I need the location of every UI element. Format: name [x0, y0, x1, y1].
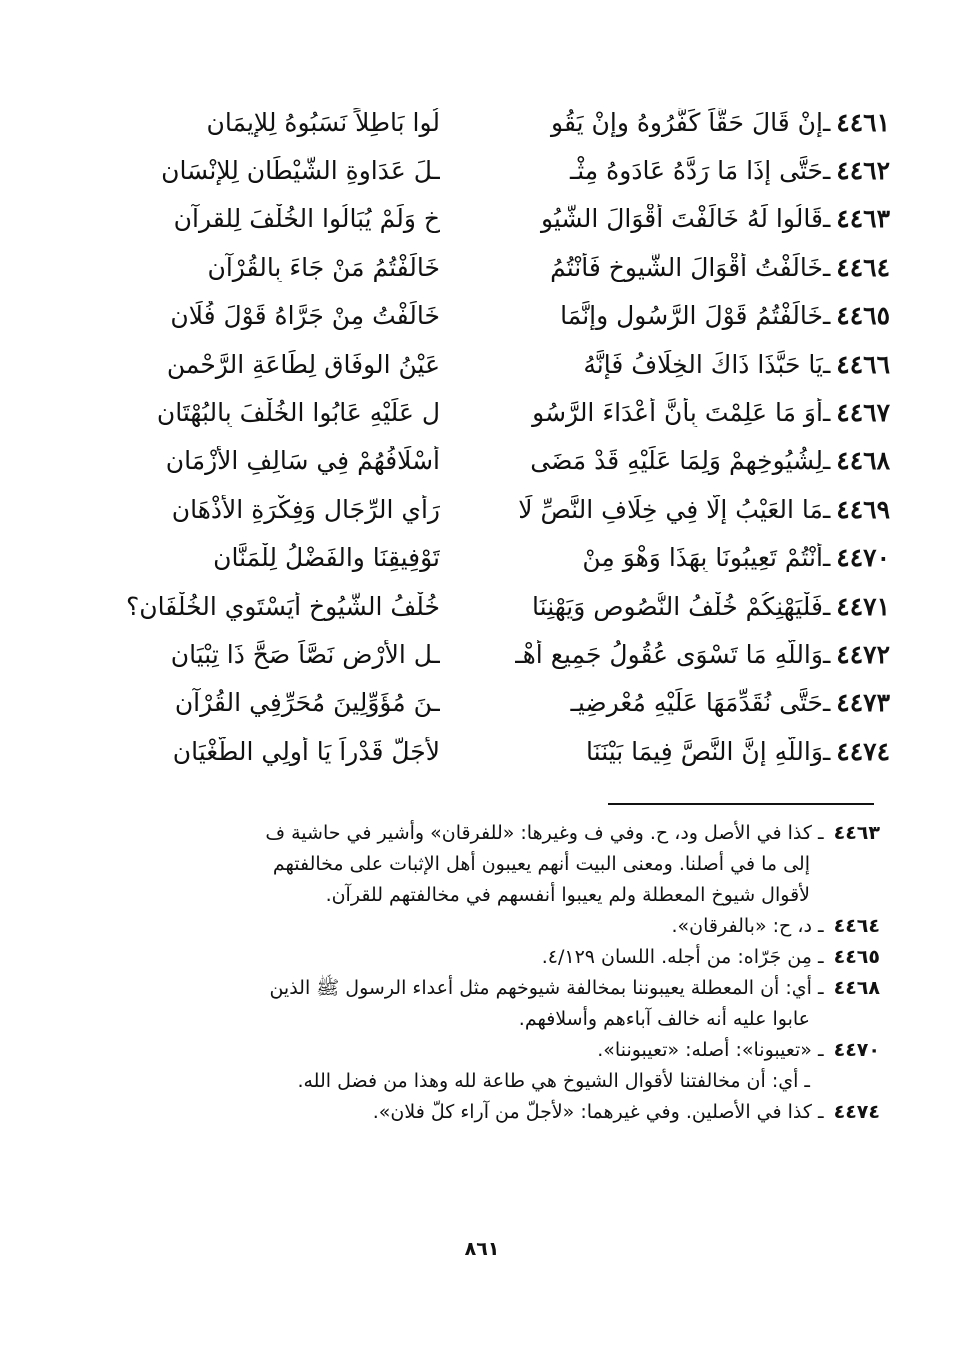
first-hemistich [490, 592, 890, 621]
first-hemistich-text: وَاللّهِ مَا تَسْوَى عُقُولُ جَمِيعِ أهْـ [515, 639, 823, 669]
footnote-number: ٤٤٧٤ [833, 1101, 880, 1123]
verse-line [60, 485, 890, 533]
verse-number: ٤٤٧٠ [836, 543, 890, 573]
dash: ـ [822, 639, 831, 669]
second-hemistich: خَالَفْتُ مِنْ جَرَّاهُ قَوْلَ فُلَانِ [170, 301, 440, 331]
first-hemistich [490, 737, 890, 766]
first-hemistich-text: أنْتُمْ تَعِيبُونَا بِهَذَا وَهْوَ مِنْ [582, 543, 823, 573]
first-hemistich-text: قَالُوا لَهُ خَالَفْتَ أقْوَالَ الشُّيُو [540, 204, 823, 234]
first-hemistich-text: وَاللّهِ إنَّ النَّصَّ فِيمَا بَيْنَنَا [586, 736, 823, 766]
footnote-text: كذا في الأصل ود، ح. وفي ف وغيرها: «للفرقان» وأشير في حاشية ف [265, 822, 812, 844]
footnote-number: ٤٤٦٥ [833, 946, 880, 968]
verse-number: ٤٤٧١ [836, 591, 890, 621]
second-hemistich: ـلِ الأرْضِ نَصَّاً صَحَّ ذَا تِبْيَانِ [170, 639, 440, 669]
footnotes [80, 818, 880, 1128]
first-hemistich [490, 446, 890, 475]
footnote [80, 1035, 880, 1066]
second-hemistich: لأجَلُّ قَدْراً يَا أولِي الطُّغْيَانِ [172, 736, 440, 766]
footnote-text: مِن جَرّاه: من أجله. اللسان ٤/١٢٩. [541, 946, 812, 968]
first-hemistich-text: لِشُيُوخِهِمْ وَلِمَا عَلَيْهِ قَدْ مَضَى [530, 446, 823, 476]
dash: ـ [822, 301, 831, 331]
verse-line [60, 437, 890, 485]
verse-line [60, 195, 890, 243]
verse-number: ٤٤٦٧ [836, 398, 890, 428]
dash: ـ [817, 946, 824, 968]
second-hemistich: ـنَ مُؤَوِّلِينَ مُحَرِّفِي القُرْآنِ [174, 688, 440, 718]
dash: ـ [822, 591, 831, 621]
first-hemistich-text: فَلْيَهْنِكُمْ خُلْفُ النُّصُوصِ وَيَهْنِنَا [532, 591, 823, 621]
first-hemistich [490, 156, 890, 185]
verse-number: ٤٤٦٢ [836, 156, 890, 186]
verse-number: ٤٤٦٥ [836, 301, 890, 331]
first-hemistich [490, 543, 890, 572]
second-hemistich: خِ وَلَمْ يُبَالُوا الخُلْفَ لِلقرآنِ [173, 204, 440, 234]
footnote-continuation: إلى ما في أصلنا. ومعنى البيت أنهم يعيبون أهل الإثبات على مخالفتهم [272, 853, 810, 875]
verse-number: ٤٤٧٤ [836, 736, 890, 766]
second-hemistich: تَوْفِيقِنَا والفَضْلُ لِلْمَنَّانِ [213, 543, 440, 573]
footnote-divider [608, 803, 874, 805]
footnote-text: د، ح: «بالفرقان». [671, 915, 812, 937]
dash: ـ [822, 688, 831, 718]
footnote [80, 818, 880, 911]
first-hemistich-text: حَتَّى نُقَدِّمَهَا عَلَيْهِ مُعْرِضِيـ [570, 688, 823, 718]
first-hemistich [490, 495, 890, 524]
first-hemistich-text: أوَ مَا عَلِمْتَ بِأنَّ أعْدَاءَ الرَّسُو [532, 398, 823, 428]
second-hemistich: لُوا بَاطِلاً نَسَبُوهُ لِلإيمَانِ [206, 107, 440, 137]
page-number: ٨٦١ [464, 1238, 500, 1260]
dash: ـ [822, 252, 831, 282]
first-hemistich [490, 398, 890, 427]
footnote [80, 973, 880, 1035]
first-hemistich [490, 108, 890, 137]
first-hemistich [490, 688, 890, 717]
first-hemistich-text: إنْ قَالَ حَقَّاً كَفَّرُوهُ وإنْ يَقُو [551, 107, 823, 137]
first-hemistich-text: حَتَّى إذَا مَا رَدَّهُ عَادَوهُ مِثْـ [569, 156, 823, 186]
verse-line [60, 630, 890, 678]
dash: ـ [822, 494, 831, 524]
first-hemistich [490, 640, 890, 669]
first-hemistich [490, 253, 890, 282]
footnote-text: أي: أن المعطلة يعيبوننا بمخالفة شيوخهم مثل أعداء الرسول ﷺ الذين [269, 977, 812, 999]
verse-line [60, 243, 890, 291]
verse-number: ٤٤٦٦ [836, 349, 890, 379]
footnote-number: ٤٤٧٠ [833, 1039, 880, 1061]
footnote-continuation: عابوا عليه أنه خالف آباءهم وأسلافهم. [518, 1008, 810, 1030]
verse-number: ٤٤٦٨ [836, 446, 890, 476]
verse-line [60, 340, 890, 388]
verse-line [60, 679, 890, 727]
dash: ـ [822, 543, 831, 573]
first-hemistich-text: مَا العَيْبُ إلَّا فِي خِلَافِ النَّصِّ لَا [518, 494, 823, 524]
dash: ـ [822, 156, 831, 186]
verse-number: ٤٤٦٤ [836, 252, 890, 282]
footnote [80, 911, 880, 942]
verse-line [60, 98, 890, 146]
first-hemistich-text: يَا حَبَّذَا ذَاكَ الخِلَافُ فَإنَّهُ [583, 349, 823, 379]
footnote-continuation: لأقوال شيوخ المعطلة ولم يعيبوا أنفسهم في مخالفتهم للقرآن. [325, 884, 810, 906]
verse-number: ٤٤٦٩ [836, 494, 890, 524]
first-hemistich-text: خَالَفْتُمُ قَوْلَ الرَّسُولِ وإنَّمَا [560, 301, 823, 331]
dash: ـ [817, 977, 824, 999]
dash: ـ [822, 446, 831, 476]
verse-number: ٤٤٧٣ [836, 688, 890, 718]
dash: ـ [822, 349, 831, 379]
second-hemistich: أسْلَافُهُمْ فِي سَالِفِ الأزْمَانِ [165, 446, 440, 476]
first-hemistich [490, 301, 890, 330]
dash: ـ [822, 107, 831, 137]
verse-line [60, 727, 890, 775]
first-hemistich [490, 204, 890, 233]
footnote-subnote: ـ أي: أن مخالفتنا لأقوال الشيوخ هي طاعة لله وهذا من فضل الله. [297, 1070, 810, 1092]
dash: ـ [817, 822, 824, 844]
verse-line [60, 388, 890, 436]
verse-number: ٤٤٧٢ [836, 639, 890, 669]
dash: ـ [817, 915, 824, 937]
dash: ـ [822, 204, 831, 234]
dash: ـ [822, 398, 831, 428]
second-hemistich: رَأيِ الرِّجَالِ وَفِكْرَةِ الأذْهَانِ [171, 494, 440, 524]
verse-line [60, 146, 890, 194]
first-hemistich-text: خَالَفْتُ أقْوَالَ الشُّيوخِ فَأنْتُمُ [550, 252, 823, 282]
dash: ـ [817, 1039, 824, 1061]
footnote-text: «تعيبونا»: أصله: «تعيبوننا». [597, 1039, 812, 1061]
second-hemistich: عَيْنُ الوِفَاقِ لِطَاعَةِ الرَّحْمنِ [166, 349, 440, 379]
verse-number: ٤٤٦٣ [836, 204, 890, 234]
second-hemistich: لِ عَلَيْهِ عَابُوا الخُلْفَ بِالبُهْتَانِ [156, 398, 440, 428]
footnote [80, 942, 880, 973]
footnote [80, 1097, 880, 1128]
verse-line [60, 292, 890, 340]
footnote-number: ٤٤٦٣ [833, 822, 880, 844]
dash: ـ [822, 736, 831, 766]
first-hemistich [490, 350, 890, 379]
footnote-number: ٤٤٦٨ [833, 977, 880, 999]
footnote-number: ٤٤٦٤ [833, 915, 880, 937]
second-hemistich: خَالَفْتُمُ مَنْ جَاءَ بِالقُرْآنِ [207, 252, 440, 282]
dash: ـ [817, 1101, 824, 1123]
poem-verses [60, 98, 890, 775]
verse-line [60, 534, 890, 582]
second-hemistich: ـلَ عَدَاوةِ الشَّيْطَانِ لِلإنْسَانِ [161, 156, 440, 186]
verse-number: ٤٤٦١ [836, 107, 890, 137]
verse-line [60, 582, 890, 630]
second-hemistich: خُلْفُ الشُّيُوخِ أيَسْتَوِي الخُلْفَانِ؟ [125, 591, 440, 621]
footnote-text: كذا في الأصلين. وفي غيرهما: «لأجلّ من آراء كلّ فلان». [372, 1101, 812, 1123]
